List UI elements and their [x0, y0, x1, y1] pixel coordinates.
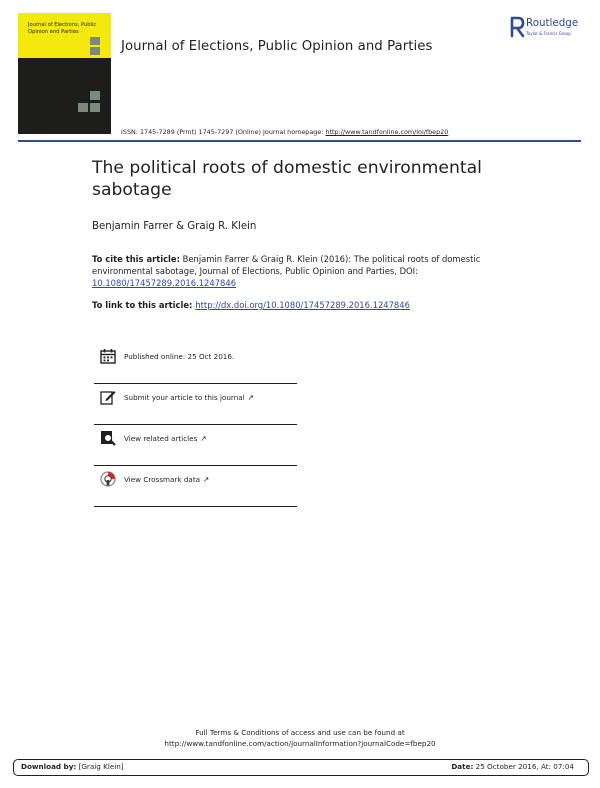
cover-title: Journal of Elections, Public Opinion and Parties [28, 22, 97, 35]
article-actions [94, 343, 297, 507]
routledge-r-icon [510, 16, 525, 38]
journal-title: Journal of Elections, Public Opinion and Parties [121, 39, 433, 54]
search-icon [100, 430, 116, 446]
doi-link[interactable]: 10.1080/17457289.2016.1247846 [92, 277, 237, 288]
published-online-row [94, 343, 297, 384]
download-date-label: Date: [451, 762, 474, 771]
edit-icon [100, 389, 116, 405]
publisher-tagline: Taylor & Francis Group [526, 31, 571, 36]
external-link-icon: ↗ [247, 393, 254, 402]
cite-text: Benjamin Farrer & Graig R. Klein (2016): The political roots of domestic environmental sabotage, Journal of Elections, Public Opinion and Parties, DOI: [92, 254, 481, 276]
article-url-link[interactable]: http://dx.doi.org/10.1080/17457289.2016.1247846 [195, 300, 410, 310]
crossmark-link[interactable] [94, 466, 297, 507]
external-link-icon: ↗ [200, 434, 207, 443]
article-authors: Benjamin Farrer & Graig R. Klein [92, 221, 257, 232]
article-title: The political roots of domestic environmental sabotage [92, 158, 482, 200]
publisher-name: Routledge [526, 17, 579, 29]
article-link-line [92, 300, 410, 310]
issn-text: ISSN: 1745-7289 (Print) 1745-7297 (Online) Journal homepage: [121, 128, 326, 136]
downloaded-by-label: Download by: [21, 762, 77, 771]
issn-line [121, 128, 448, 136]
crossmark-icon [100, 471, 116, 487]
cover-block [78, 103, 88, 112]
header-divider [18, 140, 581, 142]
journal-homepage-link[interactable]: http://www.tandfonline.com/loi/fbep20 [325, 128, 449, 136]
citation-block [92, 254, 512, 289]
cover-block [90, 103, 100, 112]
related-articles-label: View related articles [124, 434, 198, 443]
download-info-bar [13, 759, 589, 776]
download-date [451, 762, 574, 771]
download-date-value: 25 October 2016, At: 07:04 [473, 762, 574, 771]
cover-block [90, 47, 100, 55]
journal-cover-image [18, 13, 111, 134]
terms-line-1: Full Terms & Conditions of access and use can be found at [195, 728, 405, 737]
cover-block [90, 91, 100, 100]
related-articles-link[interactable] [94, 425, 297, 466]
submit-article-label: Submit your article to this journal [124, 393, 245, 402]
submit-article-link[interactable] [94, 384, 297, 425]
publisher-logo [510, 16, 588, 42]
terms-notice [0, 728, 600, 749]
cite-label: To cite this article: [92, 254, 180, 264]
downloaded-by [21, 762, 124, 771]
cover-block [90, 37, 100, 45]
terms-url-link[interactable]: http://www.tandfonline.com/action/journalInformation?journalCode=fbep20 [164, 738, 436, 748]
published-online-label: Published online: 25 Oct 2016. [124, 352, 235, 361]
calendar-icon [100, 348, 116, 364]
external-link-icon: ↗ [203, 475, 210, 484]
link-label: To link to this article: [92, 300, 196, 310]
downloaded-by-value: [Graig Klein] [76, 762, 124, 771]
crossmark-label: View Crossmark data [124, 475, 201, 484]
